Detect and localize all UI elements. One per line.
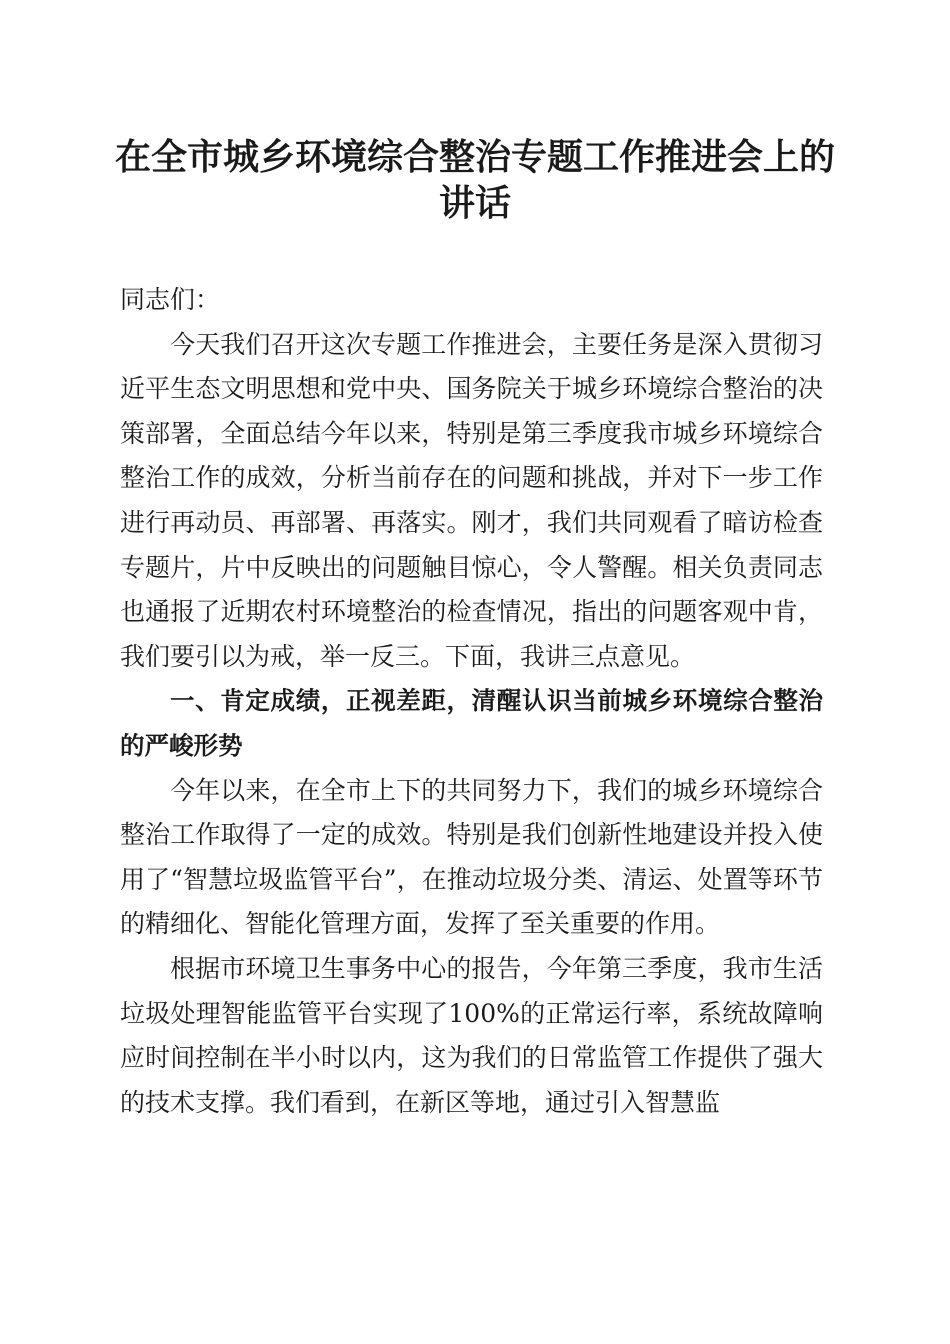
document-body — [120, 278, 823, 1125]
document-title: 在全市城乡环境综合整治专题工作推进会上的讲话 — [114, 136, 835, 224]
paragraph-intro: 今天我们召开这次专题工作推进会，主要任务是深入贯彻习近平生态文明思想和党中央、国务院关于城乡环境综合整治的决策部署，全面总结今年以来，特别是第三季度我市城乡环境综合整治工作的成效，分析当前存在的问题和挑战，并对下一步工作进行再动员、再部署、再落实。刚才，我们共同观看了暗访检查专题片，片中反映出的问题触目惊心，令人警醒。相关负责同志也通报了近期农村环境整治的检查情况，指出的问题客观中肯，我们要引以为戒，举一反三。下面，我讲三点意见。 — [120, 329, 823, 671]
paragraph-report: 根据市环境卫生事务中心的报告，今年第三季度，我市生活垃圾处理智能监管平台实现了100%的正常运行率，系统故障响应时间控制在半小时以内，这为我们的日常监管工作提供了强大的技术支撑。我们看到，在新区等地，通过引入智慧监 — [120, 953, 823, 1117]
paragraph-achievements: 今年以来，在全市上下的共同努力下，我们的城乡环境综合整治工作取得了一定的成效。特别是我们创新性地建设并投入使用了“智慧垃圾监管平台”，在推动垃圾分类、清运、处置等环节的精细化、智能化管理方面，发挥了至关重要的作用。 — [120, 775, 823, 939]
salutation: 同志们： — [120, 285, 221, 314]
section-heading-1: 一、肯定成绩，正视差距，清醒认识当前城乡环境综合整治的严峻形势 — [120, 686, 823, 760]
